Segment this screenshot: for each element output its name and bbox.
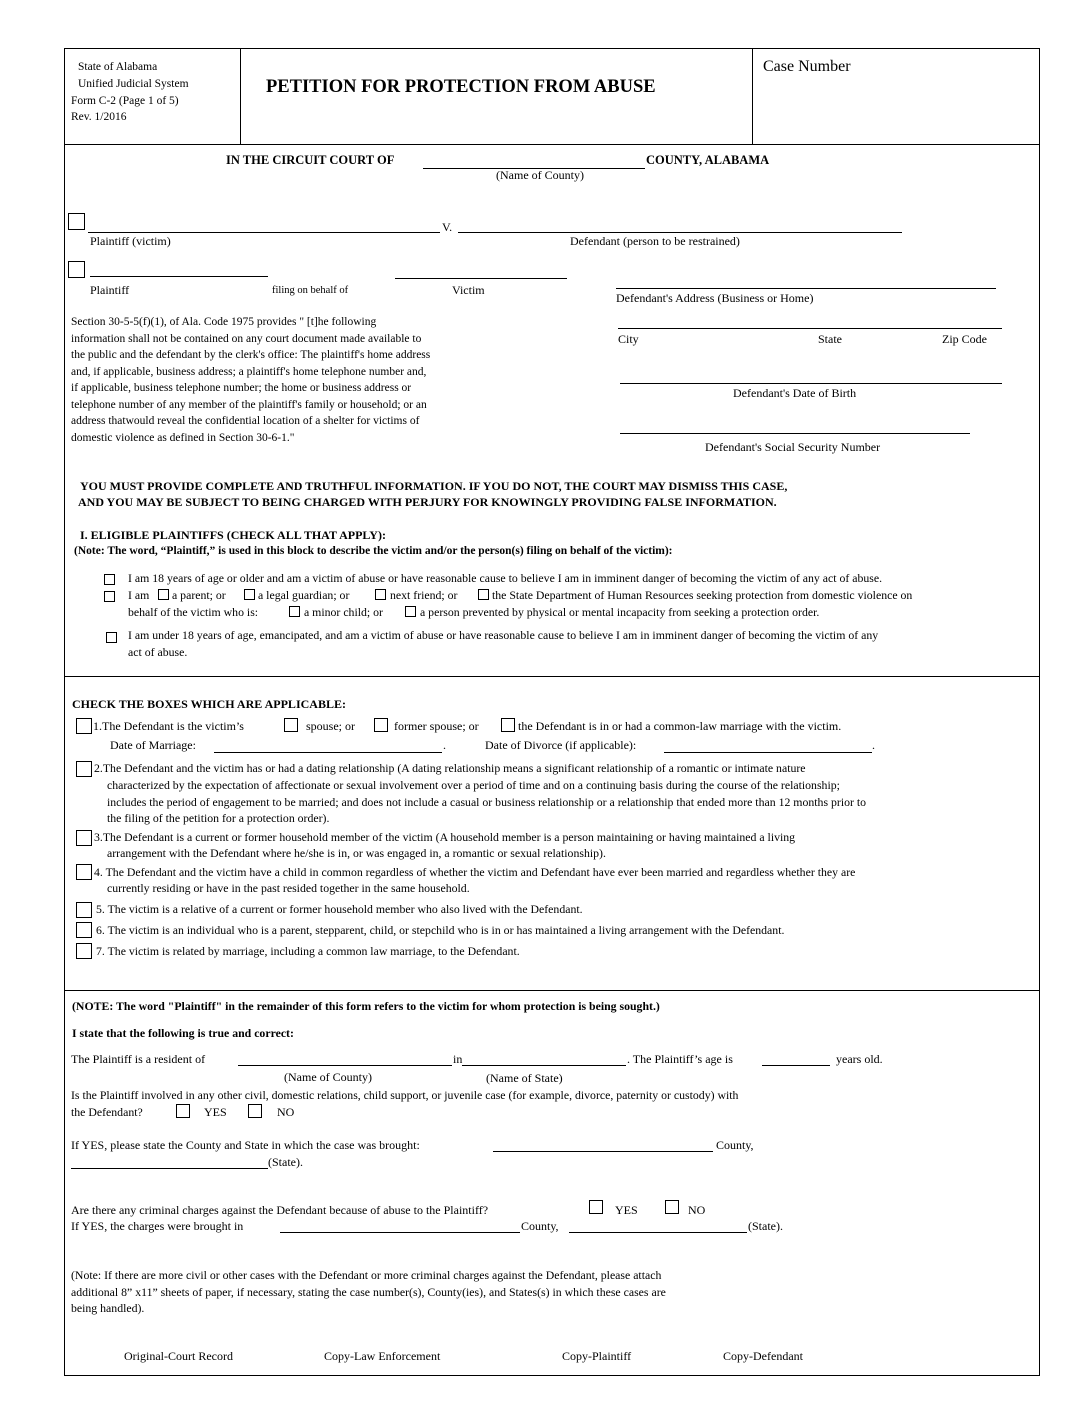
rel-7-checkbox[interactable] <box>76 943 92 959</box>
plaintiff-victim-label: Plaintiff (victim) <box>90 234 171 248</box>
rel-1-text: 1.The Defendant is the victim’s <box>93 719 244 733</box>
org-line-3: Form C-2 (Page 1 of 5) <box>71 95 179 107</box>
criminal-county-field[interactable] <box>280 1232 520 1233</box>
state-label: State <box>818 332 842 346</box>
next-friend-checkbox[interactable] <box>375 589 386 600</box>
dhr-label: the State Department of Human Resources seeking protection from domestic violence on <box>492 588 913 602</box>
other-case-state-field[interactable] <box>71 1168 268 1169</box>
common-law-checkbox[interactable] <box>501 718 515 732</box>
versus-label: V. <box>442 220 453 234</box>
parent-label: a parent; or <box>172 588 226 602</box>
rel-6-checkbox[interactable] <box>76 922 92 938</box>
defendant-ssn-label: Defendant's Social Security Number <box>705 440 881 454</box>
victim-field[interactable] <box>395 278 567 279</box>
other-case-state-label: (State). <box>268 1155 303 1169</box>
copy-court-record: Original-Court Record <box>124 1349 233 1363</box>
court-suffix: COUNTY, ALABAMA <box>646 153 770 167</box>
header-divider-right <box>752 48 753 144</box>
rel-5-text: 5. The victim is a relative of a current or former household member who also lived with the Defendant. <box>96 902 583 916</box>
criminal-if-yes: If YES, the charges were brought in <box>71 1219 244 1233</box>
rel-4-line-1: 4. The Defendant and the victim have a child in common regardless of whether the victim and Defendant have ever been married and regardless whether they are <box>94 865 856 879</box>
criminal-state-label: (State). <box>748 1219 783 1233</box>
incapacity-checkbox[interactable] <box>405 606 416 617</box>
plaintiff-behalf-checkbox[interactable] <box>68 261 85 278</box>
defendant-label: Defendant (person to be restrained) <box>570 234 740 248</box>
criminal-no-label: NO <box>688 1203 706 1217</box>
defendant-field[interactable] <box>458 232 902 233</box>
resident-county-caption: (Name of County) <box>284 1070 372 1084</box>
resident-county-field[interactable] <box>238 1065 452 1066</box>
eligible-opt3-line1: I am under 18 years of age, emancipated, and am a victim of abuse or have reasonable cause to believe I am in imminent danger of becoming the victim of any <box>128 628 879 642</box>
city-state-zip-field[interactable] <box>618 328 1002 329</box>
defendant-address-field[interactable] <box>616 288 996 289</box>
copy-defendant: Copy-Defendant <box>723 1349 803 1363</box>
legal-guardian-label: a legal guardian; or <box>258 588 350 602</box>
city-label: City <box>618 332 639 346</box>
criminal-state-field[interactable] <box>569 1232 747 1233</box>
eligible-opt1-text: I am 18 years of age or older and am a victim of abuse or have reasonable cause to believe I am in imminent danger of becoming the victim of any act of abuse. <box>128 571 883 585</box>
spouse-checkbox[interactable] <box>284 718 298 732</box>
eligible-heading: I. ELIGIBLE PLAINTIFFS (CHECK ALL THAT APPLY): <box>80 528 386 542</box>
marriage-date-field[interactable] <box>214 752 442 753</box>
marriage-period: . <box>443 738 446 752</box>
rel-3-checkbox[interactable] <box>76 830 92 846</box>
rel-2-line-2: characterized by the expectation of affectionate or sexual involvement over a period of time and on a continuing basis during the course of the relationship; <box>107 778 840 792</box>
resident-prefix: The Plaintiff is a resident of <box>71 1052 206 1066</box>
defendant-ssn-field[interactable] <box>620 433 970 434</box>
rel-3-line-1: 3.The Defendant is a current or former household member of the victim (A household member is a person maintaining or having maintained a living <box>94 830 796 844</box>
former-spouse-checkbox[interactable] <box>374 718 388 732</box>
plaintiff-victim-checkbox[interactable] <box>68 213 85 230</box>
marriage-date-label: Date of Marriage: <box>110 738 196 752</box>
header-bottom-rule <box>64 144 1040 145</box>
defendant-dob-label: Defendant's Date of Birth <box>733 386 857 400</box>
copy-plaintiff: Copy-Plaintiff <box>562 1349 632 1363</box>
other-case-no-checkbox[interactable] <box>248 1104 262 1118</box>
parent-checkbox[interactable] <box>158 589 169 600</box>
criminal-no-checkbox[interactable] <box>665 1200 679 1214</box>
note2-line-2: additional 8” x11” sheets of paper, if necessary, stating the case number(s), County(ies), and States(s) in which these cases are <box>71 1285 666 1299</box>
section-divider-2 <box>64 990 1040 991</box>
eligible-opt2-checkbox[interactable] <box>104 591 115 602</box>
divorce-date-field[interactable] <box>664 752 872 753</box>
common-law-label: the Defendant is in or had a common-law marriage with the victim. <box>518 719 842 733</box>
rel-3-line-2: arrangement with the Defendant where he/she is in, or was engaged in, a romantic or sexual relationship). <box>107 846 606 860</box>
form-title: PETITION FOR PROTECTION FROM ABUSE <box>266 77 656 97</box>
note2-line-3: being handled). <box>71 1301 145 1315</box>
behalf-of-victim-label: behalf of the victim who is: <box>128 605 259 619</box>
resident-in-label: in <box>453 1052 463 1066</box>
rel-7-text: 7. The victim is related by marriage, including a common law marriage, to the Defendant. <box>96 944 520 958</box>
resident-state-field[interactable] <box>462 1065 626 1066</box>
plaintiff-field[interactable] <box>90 276 268 277</box>
section-divider-1 <box>64 676 1040 677</box>
plaintiff-label: Plaintiff <box>90 283 130 297</box>
spouse-label: spouse; or <box>306 719 355 733</box>
divorce-period: . <box>872 738 875 752</box>
minor-child-label: a minor child; or <box>304 605 383 619</box>
victim-label: Victim <box>452 283 485 297</box>
if-yes-prefix: If YES, please state the County and State in which the case was brought: <box>71 1138 420 1152</box>
other-case-yes-checkbox[interactable] <box>176 1104 190 1118</box>
eligible-opt2-iam: I am <box>128 588 150 602</box>
minor-child-checkbox[interactable] <box>289 606 300 617</box>
next-friend-label: next friend; or <box>390 588 458 602</box>
other-case-line-2: the Defendant? <box>71 1105 143 1119</box>
rel-5-checkbox[interactable] <box>76 902 92 918</box>
section-30-note: Section 30-5-5(f)(1), of Ala. Code 1975 provides " [t]he following information shall not be contained on any court document made available to the public and the defendant by the clerk's office: The plaintiff's home address and, if applicable, business address; a plaintiff's home telephone number and, if applicable, business telephone number; the home or business address or telephone number of any member of the plaintiff's family or household; or an address thatwould reveal the confidential location of a shelter for victims of domestic violence as defined in Section 30-6-1." <box>71 316 431 444</box>
defendant-dob-field[interactable] <box>620 383 1002 384</box>
other-case-county-field[interactable] <box>493 1151 713 1152</box>
eligible-note: (Note: The word, “Plaintiff,” is used in this block to describe the victim and/or the person(s) filing on behalf of the victim): <box>74 545 673 557</box>
header-divider-left <box>240 48 241 144</box>
case-number-label: Case Number <box>763 58 851 75</box>
rel-2-line-1: 2.The Defendant and the victim has or had a dating relationship (A dating relationship means a significant relationship of a romantic or intimate nature <box>94 761 806 775</box>
court-prefix: IN THE CIRCUIT COURT OF <box>226 153 395 167</box>
incapacity-label: a person prevented by physical or mental incapacity from seeking a protection order. <box>420 605 820 619</box>
other-case-line-1: Is the Plaintiff involved in any other civil, domestic relations, child support, or juvenile case (for example, divorce, paternity or custody) with <box>71 1088 739 1102</box>
note2-line-1: (Note: If there are more civil or other cases with the Defendant or more criminal charges against the Defendant, please attach <box>71 1268 662 1282</box>
rel-4-checkbox[interactable] <box>76 864 92 880</box>
eligible-opt1-checkbox[interactable] <box>104 574 115 585</box>
eligible-opt3-line2: act of abuse. <box>128 645 188 659</box>
warning-line-2: AND YOU MAY BE SUBJECT TO BEING CHARGED WITH PERJURY FOR KNOWINGLY PROVIDING FALSE INFORMATION. <box>78 495 777 509</box>
plaintiff-note: (NOTE: The word "Plaintiff" in the remainder of this form refers to the victim for whom protection is being sought.) <box>72 999 660 1013</box>
criminal-yes-label: YES <box>615 1203 638 1217</box>
dhr-checkbox[interactable] <box>478 589 489 600</box>
criminal-yes-checkbox[interactable] <box>589 1200 603 1214</box>
years-old-label: years old. <box>836 1052 883 1066</box>
warning-line-1: YOU MUST PROVIDE COMPLETE AND TRUTHFUL INFORMATION. IF YOU DO NOT, THE COURT MAY DISMISS THIS CASE, <box>80 479 788 493</box>
other-case-yes-label: YES <box>204 1105 227 1119</box>
rel-4-line-2: currently residing or have in the past resided together in the same household. <box>107 881 470 895</box>
other-case-no-label: NO <box>277 1105 295 1119</box>
org-line-1: State of Alabama <box>78 61 158 73</box>
criminal-question: Are there any criminal charges against the Defendant because of abuse to the Plaintiff? <box>71 1203 489 1217</box>
defendant-address-label: Defendant's Address (Business or Home) <box>616 291 814 305</box>
other-case-county-label: County, <box>716 1138 754 1152</box>
former-spouse-label: former spouse; or <box>394 719 479 733</box>
resident-state-caption: (Name of State) <box>486 1071 563 1085</box>
age-label: . The Plaintiff’s age is <box>627 1052 733 1066</box>
rel-2-checkbox[interactable] <box>76 761 92 777</box>
zip-label: Zip Code <box>942 332 987 346</box>
rel-2-line-3: includes the period of engagement to be married; and does not include a casual or business relationship or a relationship that ended more than 12 months prior to <box>107 795 867 809</box>
copy-law-enforcement: Copy-Law Enforcement <box>324 1349 441 1363</box>
org-line-4: Rev. 1/2016 <box>71 111 127 123</box>
legal-guardian-checkbox[interactable] <box>244 589 255 600</box>
divorce-date-label: Date of Divorce (if applicable): <box>485 738 637 752</box>
rel-6-text: 6. The victim is an individual who is a parent, stepparent, child, or stepchild who is in or has maintained a living arrangement with the Defendant. <box>96 923 785 937</box>
filing-behalf-label: filing on behalf of <box>272 285 349 296</box>
true-correct-statement: I state that the following is true and correct: <box>72 1026 294 1040</box>
age-field[interactable] <box>762 1065 830 1066</box>
rel-1-checkbox[interactable] <box>76 718 92 734</box>
plaintiff-victim-field[interactable] <box>88 232 440 233</box>
county-caption: (Name of County) <box>496 168 584 182</box>
rel-2-line-4: the filing of the petition for a protection order). <box>107 811 330 825</box>
form-border <box>64 48 1040 1376</box>
criminal-county-label: County, <box>521 1219 559 1233</box>
eligible-opt3-checkbox[interactable] <box>106 632 117 643</box>
org-line-2: Unified Judicial System <box>78 78 189 90</box>
relationship-heading: CHECK THE BOXES WHICH ARE APPLICABLE: <box>72 697 346 711</box>
